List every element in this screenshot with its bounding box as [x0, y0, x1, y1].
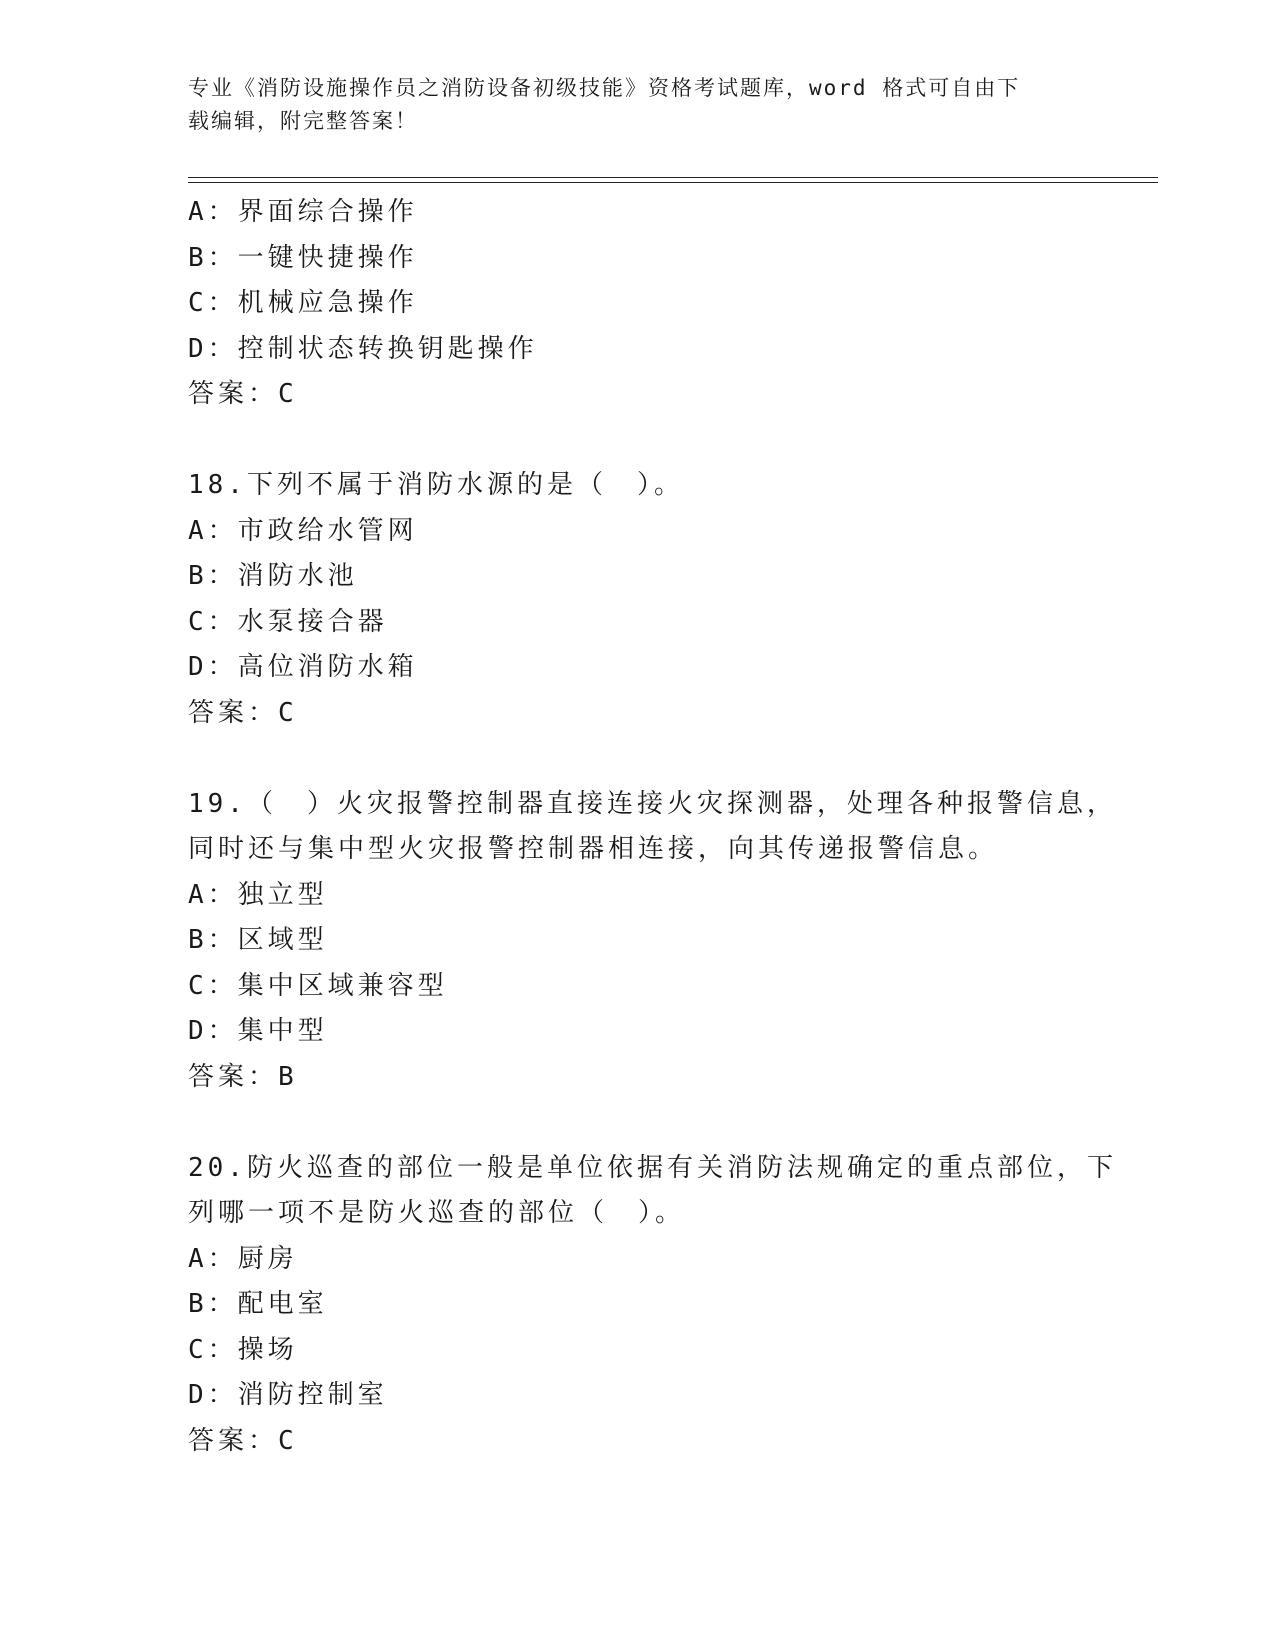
answer-line: 答案：C — [188, 1425, 298, 1456]
option-c: C：集中区域兼容型 — [188, 970, 448, 1001]
header-line-2: 载编辑，附完整答案！ — [188, 109, 418, 133]
spacer — [188, 1100, 1088, 1146]
option-b: B：配电室 — [188, 1289, 328, 1319]
question-block-17 — [188, 190, 1088, 418]
spacer — [188, 418, 1088, 464]
header-line-1: 专业《消防设施操作员之消防设备初级技能》资格考试题库，word 格式可自由下 — [188, 76, 1021, 100]
option-d: D：消防控制室 — [188, 1380, 388, 1410]
option-a: A：厨房 — [188, 1243, 298, 1274]
question-list — [188, 190, 1117, 1464]
question-block-19 — [188, 782, 1117, 1101]
option-c: C：操场 — [188, 1334, 298, 1365]
option-b: B：消防水池 — [188, 561, 358, 591]
question-text: 20.防火巡查的部位一般是单位依据有关消防法规确定的重点部位，下 — [188, 1152, 1117, 1183]
option-d: D：控制状态转换钥匙操作 — [188, 333, 538, 364]
option-b: B：区域型 — [188, 925, 328, 955]
option-d: D：集中型 — [188, 1016, 328, 1046]
option-b: B：一键快捷操作 — [188, 242, 418, 273]
option-a: A：独立型 — [188, 879, 328, 910]
header-divider-bottom — [188, 182, 1158, 183]
option-c: C：水泵接合器 — [188, 606, 388, 637]
option-d: D：高位消防水箱 — [188, 652, 418, 682]
answer-line: 答案：C — [188, 379, 298, 409]
answer-line: 答案：C — [188, 697, 298, 728]
option-a: A：市政给水管网 — [188, 515, 418, 546]
question-block-18 — [188, 463, 1088, 736]
option-a: A：界面综合操作 — [188, 197, 418, 227]
question-text-continued: 同时还与集中型火灾报警控制器相连接，向其传递报警信息。 — [188, 834, 999, 864]
document-header — [188, 72, 1068, 138]
question-text: 19.（ ）火灾报警控制器直接连接火灾探测器，处理各种报警信息， — [188, 788, 1117, 819]
spacer — [188, 736, 1088, 782]
question-block-20 — [188, 1146, 1117, 1465]
header-divider-top — [188, 177, 1158, 178]
question-text-continued: 列哪一项不是防火巡查的部位（ ）。 — [188, 1198, 686, 1228]
answer-line: 答案：B — [188, 1061, 298, 1092]
question-text: 18.下列不属于消防水源的是（ ）。 — [188, 470, 684, 500]
option-c: C：机械应急操作 — [188, 288, 418, 318]
